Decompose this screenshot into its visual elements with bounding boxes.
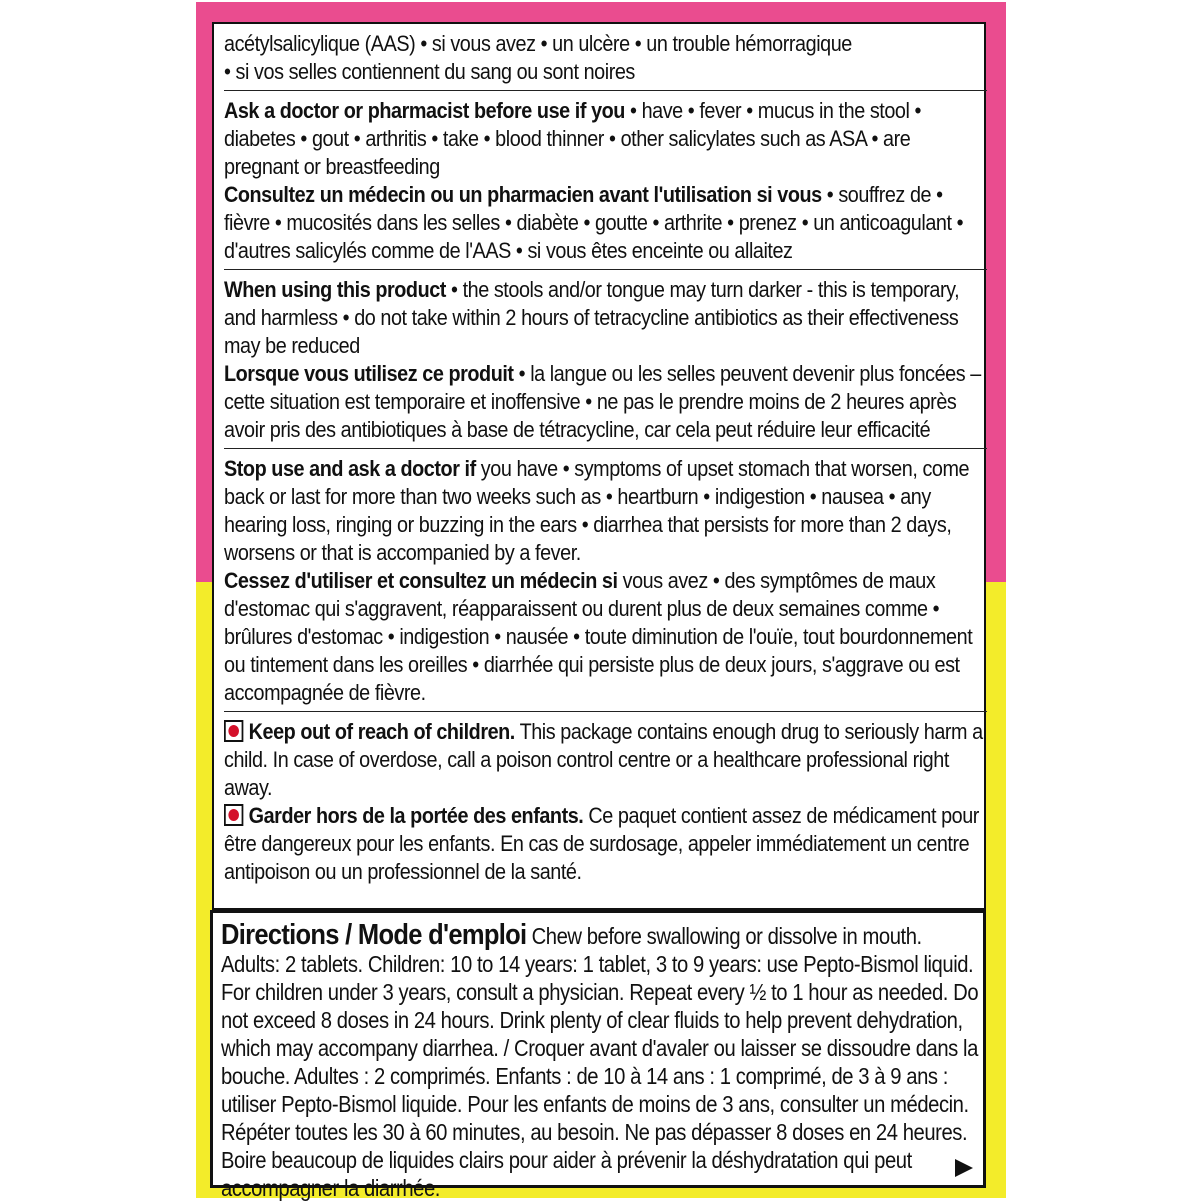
package-back: [196, 2, 1006, 1201]
directions-body: Chew before swallowing or dissolve in mouth. Adults: 2 tablets. Children: 10 to 14 years: 1 tablet, 3 to 9 years: use Pepto-Bismol liquid. For children under 3 years, consult a physician. Repeat every ½ to 1 hour as needed. Do not exceed 8 doses in 24 hours. Drink plenty of clear fluids to help prevent dehydration, which may accompany diarrhea. / Croquer avant d'avaler ou laisser se dissoudre dans la bouche. Adultes : 2 comprimés. Enfants : de 10 à 14 ans : 1 comprimé, de 3 à 9 ans : utiliser Pepto-Bismol liquide. Pour les enfants de moins de 3 ans, consulter un médecin. Répéter toutes les 30 à 60 minutes, au besoin. Ne pas dépasser 8 doses en 24 heures. Boire beaucoup de liquides clairs pour aider à prévenir la déshydratation qui peut accompagner la diarrhée.: [221, 923, 979, 1201]
continue-arrow-icon: [955, 1159, 973, 1177]
stop-use-en-body: you have • symptoms of upset stomach that worsen, come back or last for more than two weeks such as • heartburn • indigestion • nausea • any hearing loss, ringing or buzzing in the ears • diarrhea that persists for more than 2 days, worsens or that is accompanied by a fever.: [224, 456, 970, 565]
when-using-en: [224, 276, 987, 360]
ask-doctor-en-heading: Ask a doctor or pharmacist before use if you: [224, 98, 625, 123]
stop-sign-icon: [224, 720, 243, 742]
directions-heading: Directions / Mode d'emploi: [221, 919, 527, 951]
stop-use-en: [224, 455, 987, 567]
when-using-fr-heading: Lorsque vous utilisez ce produit: [224, 361, 514, 386]
aas-line-2: • si vos selles contiennent du sang ou sont noires: [224, 59, 635, 84]
keep-out-fr: [224, 802, 987, 886]
ask-doctor-en: [224, 97, 987, 181]
stop-use-fr: [224, 567, 987, 707]
warnings-text: [224, 30, 987, 896]
ask-doctor-fr: [224, 181, 987, 265]
keep-out-fr-heading: Garder hors de la portée des enfants.: [248, 803, 584, 828]
directions-panel: [210, 910, 986, 1201]
ask-doctor-section: [224, 97, 987, 270]
when-using-en-heading: When using this product: [224, 277, 446, 302]
ask-doctor-fr-heading: Consultez un médecin ou un pharmacien avant l'utilisation si vous: [224, 182, 822, 207]
stop-use-fr-body: vous avez • des symptômes de maux d'estomac qui s'aggravent, réapparaissent ou durent plus de deux semaines comme • brûlures d'estomac • indigestion • nausée • toute diminution de l'ouïe, tout bourdonnement ou tintement dans les oreilles • diarrhée qui persiste plus de deux jours, s'aggrave ou est accompagnée de fièvre.: [224, 568, 973, 705]
stop-use-fr-heading: Cessez d'utiliser et consultez un médecin si: [224, 568, 618, 593]
when-using-fr-body: • la langue ou les selles peuvent devenir plus foncées – cette situation est temporaire et inoffensive • ne pas le prendre moins de 2 heures après avoir pris des antibiotiques à base de tétracycline, car cela peut réduire leur efficacité: [224, 361, 981, 442]
keep-out-en: [224, 718, 987, 802]
stop-use-section: [224, 455, 987, 712]
when-using-en-body: • the stools and/or tongue may turn darker - this is temporary, and harmless • do not take within 2 hours of tetracycline antibiotics as their effectiveness may be reduced: [224, 277, 960, 358]
aas-line-1: acétylsalicylique (AAS) • si vous avez • un ulcère • un trouble hémorragique: [224, 31, 852, 56]
keep-out-en-body: This package contains enough drug to seriously harm a child. In case of overdose, call a poison control centre or a healthcare professional right away.: [224, 719, 983, 800]
stop-use-en-heading: Stop use and ask a doctor if: [224, 456, 476, 481]
aas-section: [224, 30, 987, 91]
ask-doctor-fr-body: • souffrez de • fièvre • mucosités dans les selles • diabète • goutte • arthrite • prenez • un anticoagulant • d'autres salicylés comme de l'AAS • si vous êtes enceinte ou allaitez: [224, 182, 964, 263]
when-using-section: [224, 276, 987, 449]
keep-out-en-heading: Keep out of reach of children.: [248, 719, 515, 744]
when-using-fr: [224, 360, 987, 444]
ask-doctor-en-body: • have • fever • mucus in the stool • diabetes • gout • arthritis • take • blood thinner • other salicylates such as ASA • are pregnant or breastfeeding: [224, 98, 922, 179]
directions-text: [221, 921, 984, 1202]
keep-out-fr-body: Ce paquet contient assez de médicament pour être dangereux pour les enfants. En cas de surdosage, appeler immédiatement un centre antipoison ou un professionnel de la santé.: [224, 803, 979, 884]
keep-out-section: [224, 718, 987, 890]
stop-sign-icon: [224, 804, 243, 826]
warnings-panel: [212, 22, 986, 910]
